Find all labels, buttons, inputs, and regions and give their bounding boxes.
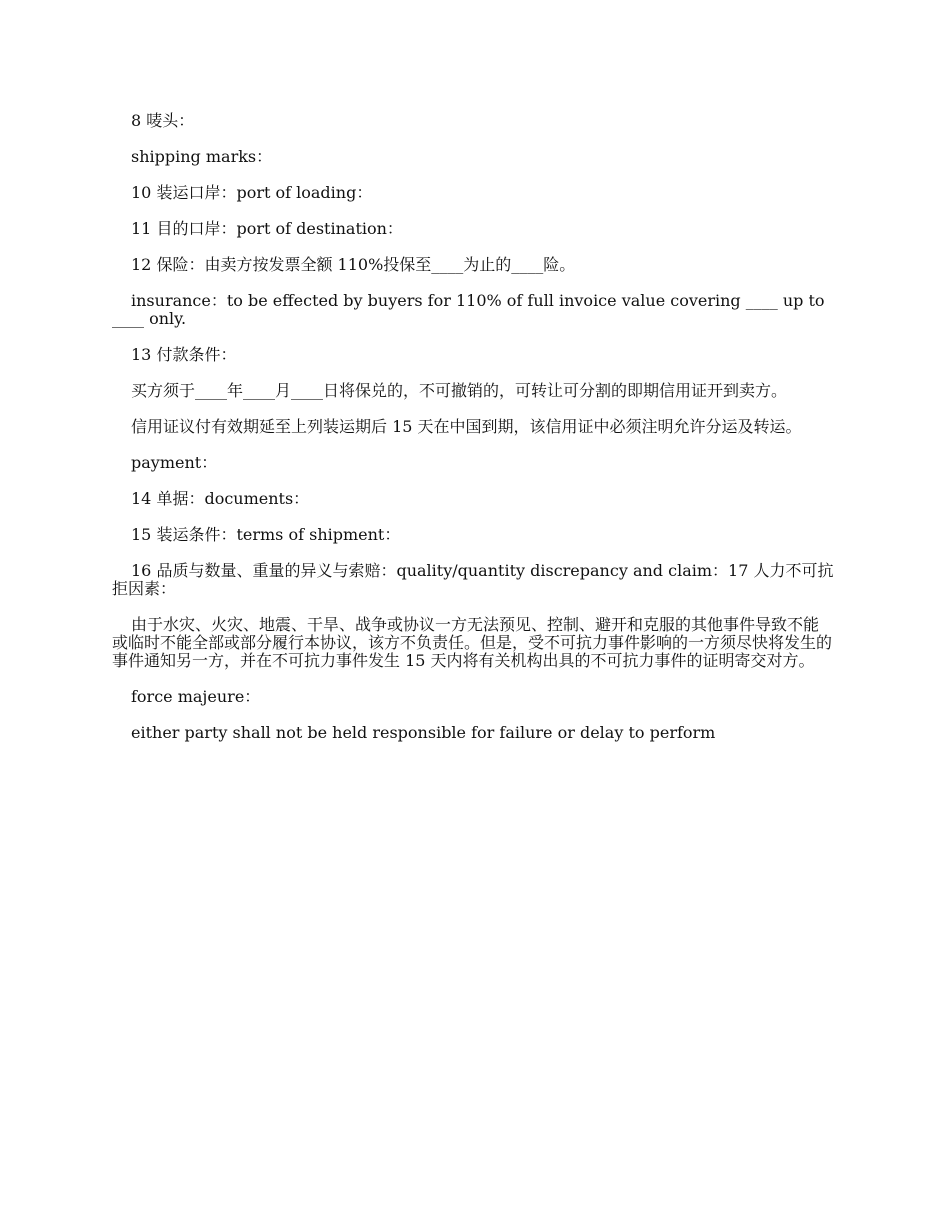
paragraph-insurance-cn: 12 保险：由卖方按发票全额 110%投保至____为止的____险。 bbox=[131, 255, 576, 274]
paragraph-discrepancy-claim: 16 品质与数量、重量的异义与索赔：quality/quantity discrepancy and claim：17 人力不可抗拒因素： bbox=[112, 561, 834, 598]
paragraph-documents: 14 单据：documents： bbox=[131, 489, 310, 508]
paragraph-payment-terms-heading: 13 付款条件： bbox=[131, 345, 237, 364]
paragraph-force-majeure-en: either party shall not be held responsible for failure or delay to perform bbox=[131, 723, 716, 742]
paragraph-shipping-marks: shipping marks： bbox=[131, 147, 273, 166]
paragraph-lc-validity: 信用证议付有效期延至上列装运期后 15 天在中国到期，该信用证中必须注明允许分运及转运。 bbox=[131, 417, 802, 436]
paragraph-terms-of-shipment: 15 装运条件：terms of shipment： bbox=[131, 525, 401, 544]
paragraph-force-majeure-cn: 由于水灾、火灾、地震、干旱、战争或协议一方无法预见、控制、避开和克服的其他事件导致不能或临时不能全部或部分履行本协议，该方不负责任。但是，受不可抗力事件影响的一方须尽快将发生的事件通知另一方，并在不可抗力事件发生 15 天内将有关机构出具的不可抗力事件的证明寄交对方。 bbox=[112, 615, 833, 670]
paragraph-shipping-marks-heading: 8 唛头： bbox=[131, 111, 195, 130]
paragraph-port-of-destination: 11 目的口岸：port of destination： bbox=[131, 219, 403, 238]
paragraph-payment: payment： bbox=[131, 453, 218, 472]
paragraph-port-of-loading: 10 装运口岸：port of loading： bbox=[131, 183, 373, 202]
paragraph-insurance-en: insurance：to be effected by buyers for 110% of full invoice value covering ____ up to ____ only. bbox=[112, 291, 830, 328]
paragraph-letter-of-credit: 买方须于____年____月____日将保兑的，不可撤销的，可转让可分割的即期信用证开到卖方。 bbox=[131, 381, 788, 400]
paragraph-force-majeure-heading: force majeure： bbox=[131, 687, 261, 706]
document-body bbox=[112, 112, 834, 760]
